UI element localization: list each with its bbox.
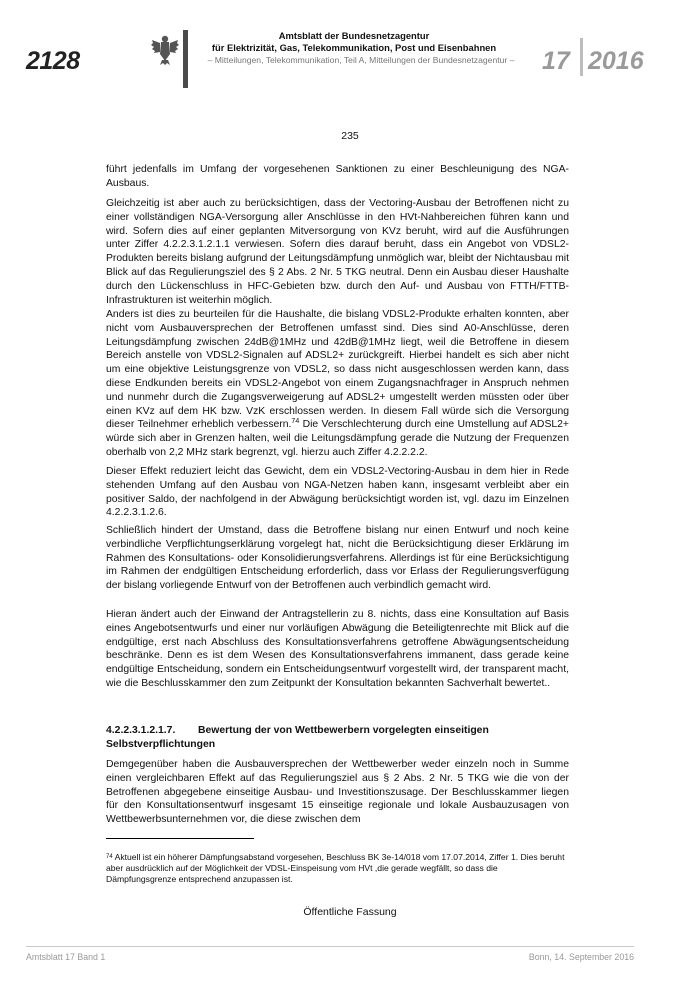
issue-number: 17 — [542, 47, 570, 75]
publication-title — [196, 30, 512, 53]
footer-left: Amtsblatt 17 Band 1 — [26, 952, 106, 962]
org-line-2: für Elektrizität, Gas, Telekommunikation, Post und Eisenbahnen — [211, 41, 497, 53]
footnote-ref: 74 — [291, 418, 300, 426]
header-divider-bar — [183, 30, 188, 88]
paragraph: Dieser Effekt reduziert leicht das Gewicht, dem ein VDSL2-Vectoring-Ausbau in dem hier in Rede stehenden Umfang auf den Ausbau von NGA-Netzen haben kann, insgesamt verbleibt aber ein positiver Saldo, der nachfolgend in der Abwägung berücksichtigt worden ist, vgl. dazu im Einzelnen 4.2.2.3.1.2.6. — [106, 466, 569, 519]
public-version-label: Öffentliche Fassung — [303, 906, 397, 918]
paragraph — [106, 308, 569, 460]
org-line-1: Amtsblatt der Bundesnetzagentur — [278, 30, 430, 41]
paragraph-text: Anders ist dies zu beurteilen für die Haushalte, die bislang VDSL2-Produkte erhalten konnten, aber nicht vom Ausbauversprechen der Betroffenen umfasst sind. Dies sind A0-Anschlüsse, deren Leitungsdämpfung zwischen 24dB@1MHz und 42dB@1MHz liegt, weil die Betroffene in diesem Bereich anstelle von VDSL2-Signalen auf ADSL2+ zurückgreift. Hierbei handelt es sich aber nicht um eine objektive Leistungsgrenze von VDSL2, so dass nicht ausgeschlossen werden kann, dass diese Endkunden bereits ein VDSL2-Angebot von einem Zugangsnachfrager in Anspruch nehmen und nunmehr durch die Zugangsverweigerung auf ADSL2+ umgestellt werden müssten oder über einen KVz auf dem HK bzw. VzK erschlossen werden. In diesem Fall würde sich die Versorgung dieser Teilnehmer erheblich verbessern. — [106, 309, 569, 431]
footnote-number: 74 — [106, 854, 113, 860]
document-page-number: 235 — [341, 130, 359, 142]
paragraph: führt jedenfalls im Umfang der vorgesehenen Sanktionen zu einer Beschleunigung des NGA-Ausbaus. — [106, 164, 569, 189]
paragraph: Schließlich hindert der Umstand, dass die Betroffene bislang nur einen Entwurf und noch keine verbindliche Verpflichtungserklärung vorgelegt hat, nicht die Berücksichtigung dieser Erklärung im Rahmen des Konsultations- oder Konsolidierungsverfahrens. Allerdings ist für eine Berücksichtigung im Rahmen der endgültigen Entscheidung erforderlich, dass vor Erlass der Regulierungsverfügung der bislang vorliegende Entwurf von der Betroffenen auch verbindlich gemacht wird. — [106, 525, 569, 592]
footnote-text: Aktuell ist ein höherer Dämpfungsabstand vorgesehen, Beschluss BK 3e-14/018 vom 17.07.2014, Ziffer 1. Dies beruht aber ausdrücklich auf der Möglichkeit der VDSL-Einspeisung vom HVt ,die gerade wegfällt, so dass die Dämpfungsgrenze entsprechend anzupassen ist. — [106, 852, 565, 884]
footnote — [106, 852, 569, 885]
federal-eagle-icon — [151, 34, 179, 66]
publication-subtitle: – Mitteilungen, Telekommunikation, Teil A, Mitteilungen der Bundesnetzagentur – — [207, 55, 515, 65]
footer-right: Bonn, 14. September 2016 — [528, 952, 634, 962]
section-number: 4.2.2.3.1.2.1.7. — [106, 725, 176, 736]
footer-divider — [26, 946, 634, 947]
paragraph: Hieran ändert auch der Einwand der Antragstellerin zu 8. nichts, dass eine Konsultation auf Basis eines Angebotsentwurfs und einer nur vorläufigen Abwägung die Beteiligtenrechte mit Blick auf die endgültige, erst nach Abschluss des Konsultationsverfahrens getroffene Abwägungsentscheidung beschränke. Denn es ist dem Wesen des Konsultationsverfahrens immanent, dass gerade keine endgültige Entscheidung, sondern ein Entscheidungsentwurf vorgestellt wird, der transparent macht, wie die Beschlusskammer den zum Zeitpunkt der Konsultation bekannten Sachverhalt bewertet.. — [106, 609, 569, 689]
section-heading — [106, 724, 576, 752]
paragraph: Demgegenüber haben die Ausbauversprechen der Wettbewerber weder einzeln noch in Summe einen vergleichbaren Effekt auf das Regulierungsziel aus § 2 Abs. 2 Nr. 5 TKG wie die von der Betroffenen abgegebene einseitige Ausbau- und Investitionszusage. Der Beschlusskammer liegen für den Konsultationsentwurf insgesamt 15 einseitige regionale und lokale Ausbauzusagen von Wettbewerbsunternehmen vor, die diese zwischen dem — [106, 759, 569, 826]
paragraph: Gleichzeitig ist aber auch zu berücksichtigen, dass der Vectoring-Ausbau der Betroffenen nicht zu einer vollständigen NGA-Versorgung aller Anschlüsse in den HVt-Nahbereichen führen kann und wird. Sofern dies auf einer geplanten Mitversorgung von KVz beruht, wird auf die Ausführungen unter Ziffer 4.2.2.3.1.2.1.1 verwiesen. Sofern dies darauf beruht, dass ein Angebot von VDSL2-Produkten bereits bislang aufgrund der Leitungsdämpfung unmöglich war, bleibt der Nichtausbau mit Blick auf das Regulierungsziel des § 2 Abs. 2 Nr. 5 TKG neutral. Denn ein Ausbau dieser Haushalte durch den Lückenschluss in HFC-Gebieten bzw. durch den Auf- und Ausbau von FTTH/FTTB-Infrastrukturen ist weiterhin möglich. — [106, 198, 569, 306]
section-title: Bewertung der von Wettbewerbern vorgelegten einseitigen Selbstverpflichtungen — [106, 725, 489, 750]
issue-year: 2016 — [588, 47, 644, 75]
paragraph-text: Die Verschlechterung durch eine Umstellung auf ADSL2+ würde sich aber in Grenzen halten, weil die Leitungsdämpfung gerade die Nutzung der Frequenzen oberhalb von 2,2 MHz stark begrenzt, vgl. hierzu auch Ziffer 4.2.2.2.2. — [106, 419, 569, 458]
issue-divider — [580, 38, 583, 76]
footnote-divider — [106, 838, 254, 839]
page-number-header: 2128 — [26, 47, 80, 75]
